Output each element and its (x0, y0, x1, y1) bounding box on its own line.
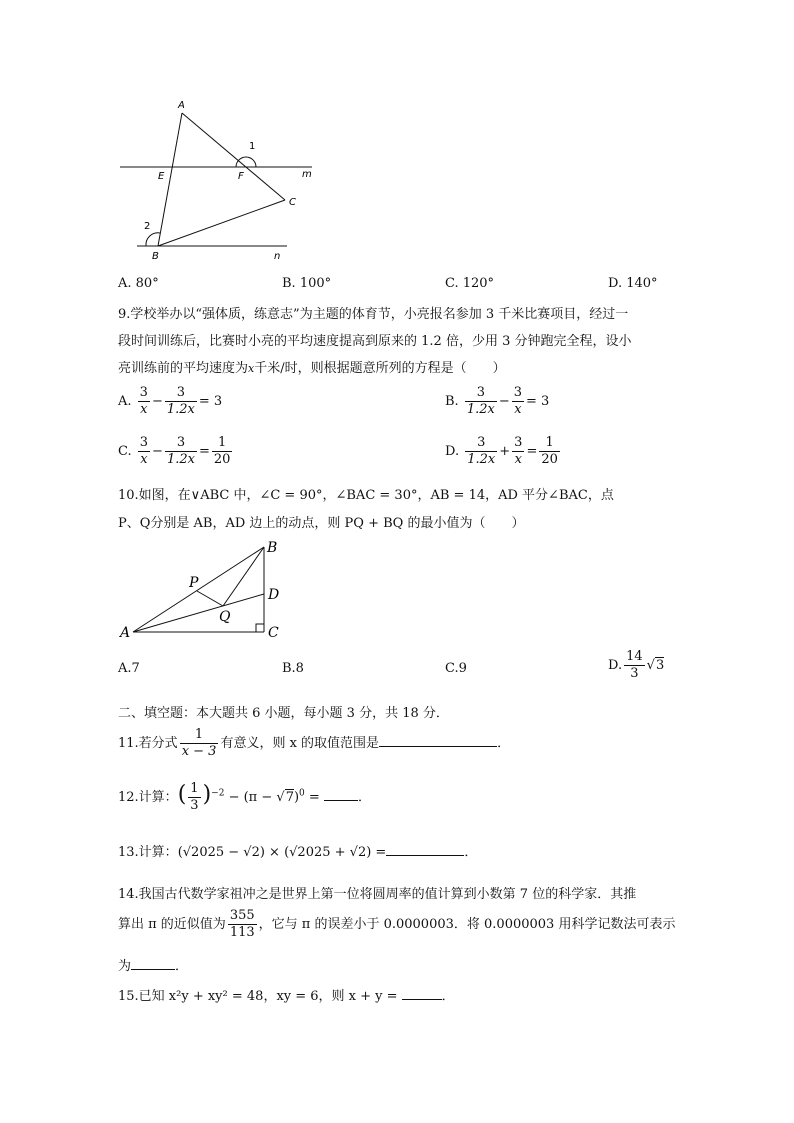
q9-option-b: B. $\frac{3}{1.2x}$ − $\frac{3}{x}$ = 3 (445, 385, 550, 417)
q9-option-d-tag: D. (445, 444, 460, 459)
q10-line-1: 10.如图，在∨ABC 中，∠C = 90°，∠BAC = 30°，AB = 14，AD 平分∠BAC，点 (118, 488, 614, 503)
q10-option-b: B.8 (282, 661, 304, 676)
q9-option-a: A. $\frac{3}{x}$ − $\frac{3}{1.2x}$ = 3 (118, 385, 223, 417)
label-P: P (189, 575, 199, 591)
q12-answer-blank[interactable] (324, 800, 358, 801)
segment-BQ (223, 547, 264, 606)
q15-answer-blank[interactable] (402, 999, 442, 1000)
label-F: F (238, 171, 244, 182)
q10-option-d: D. $\frac{14}{3}$ √3 (608, 649, 665, 681)
q9-option-b-tag: B. (445, 394, 459, 409)
q9-d-frac-2: $\frac{3}{x}$ (514, 435, 523, 467)
q9-variable-x: x (248, 362, 255, 375)
label-n: n (274, 251, 281, 262)
label-A: A (178, 100, 185, 111)
figure-right-triangle (115, 535, 290, 645)
q9-line-3 (118, 357, 506, 376)
label-E: E (158, 171, 165, 182)
section-2-heading: 二、填空题：本大题共 6 小题，每小题 3 分，共 18 分． (118, 706, 449, 721)
q14-line-1: 14.我国古代数学家祖冲之是世界上第一位将圆周率的值计算到小数第 7 位的科学家．其推 (118, 887, 637, 902)
q8-option-b: B. 100° (282, 276, 332, 291)
q15: 15.已知 x²y + xy² = 48，xy = 6，则 x + y = ． (118, 989, 455, 1004)
q9-b-frac-1: $\frac{3}{1.2x}$ (466, 385, 495, 417)
q9-option-a-tag: A. (118, 394, 132, 409)
q9-c-frac-3: $\frac{1}{20}$ (213, 435, 231, 467)
label-2: 2 (144, 221, 151, 232)
label-A: A (120, 625, 131, 641)
q9-d-frac-1: $\frac{3}{1.2x}$ (467, 435, 496, 467)
q9-c-frac-2: $\frac{3}{1.2x}$ (166, 435, 195, 467)
segment-AC (182, 113, 285, 200)
angle-1-arc (236, 157, 256, 167)
q8-option-d: D. 140° (608, 276, 658, 291)
q9-option-c-tag: C. (118, 444, 132, 459)
segment-AB (133, 547, 264, 632)
q14-answer-blank[interactable] (131, 969, 175, 970)
q12: 12.计算：( $\frac{1}{3}$ )$^{-2} - (\pi - √7)^0$ = ． (118, 781, 371, 813)
q9-option-c: C. $\frac{3}{x}$ − $\frac{3}{1.2x}$ = $\frac{1}{20}$ (118, 435, 231, 467)
q13: 13.计算：(√2025 − √2) × (√2025 + √2) = ． (118, 845, 478, 860)
label-Q: Q (219, 609, 231, 625)
q9-line-1: 9.学校举办以“强体质，练意志”为主题的体育节，小亮报名参加 3 千米比赛项目，经过一 (118, 307, 629, 322)
label-1: 1 (249, 141, 256, 152)
q13-answer-blank[interactable] (386, 855, 464, 856)
label-m: m (302, 169, 312, 180)
label-B: B (267, 540, 278, 556)
figure-parallel-lines-triangle (112, 95, 322, 265)
label-C: C (289, 197, 296, 208)
label-C: C (268, 625, 279, 641)
q8-option-c: C. 120° (445, 276, 495, 291)
q10-option-c: C.9 (445, 661, 467, 676)
segment-PQ (197, 591, 223, 606)
q9-option-d: D. $\frac{3}{1.2x}$ + $\frac{3}{x}$ = $\frac{1}{20}$ (445, 435, 558, 467)
right-angle-mark (256, 624, 264, 632)
q11-answer-blank[interactable] (379, 746, 497, 747)
q9-c-frac-1: $\frac{3}{x}$ (139, 435, 149, 467)
q9-a-frac-2: $\frac{3}{1.2x}$ (166, 385, 195, 417)
q10-line-2: P、Q分别是 AB，AD 边上的动点，则 PQ + BQ 的最小值为（ ） (118, 516, 525, 531)
q14-line-3: 为 ． (118, 959, 189, 974)
q8-option-a: A. 80° (118, 276, 159, 291)
q14-line-2: 算出 π 的近似值为 $\frac{355}{113}$ ，它与 π 的误差小于 0.0000003．将 0.0000003 用科学记数法可表示 (118, 908, 676, 940)
q10-option-a: A.7 (118, 661, 140, 676)
q11: 11.若分式 $\frac{1}{x - 3}$ 有意义，则 x 的取值范围是 ． (118, 727, 511, 759)
q9-b-frac-2: $\frac{3}{x}$ (513, 385, 523, 417)
label-D: D (268, 587, 280, 603)
q9-line-3-a: 亮训练前的平均速度为 (118, 361, 249, 376)
q9-line-3-b: 千米/时，则根据题意所列的方程是（ ） (254, 361, 506, 376)
q9-a-frac-1: $\frac{3}{x}$ (139, 385, 148, 417)
segment-AD (133, 594, 264, 632)
q9-d-frac-3: $\frac{1}{20}$ (541, 435, 558, 467)
q9-line-2: 段时间训练后，比赛时小亮的平均速度提高到原来的 1.2 倍，少用 3 分钟跑完全程，设小 (118, 334, 632, 349)
segment-BC (158, 200, 285, 246)
label-B: B (152, 251, 159, 262)
